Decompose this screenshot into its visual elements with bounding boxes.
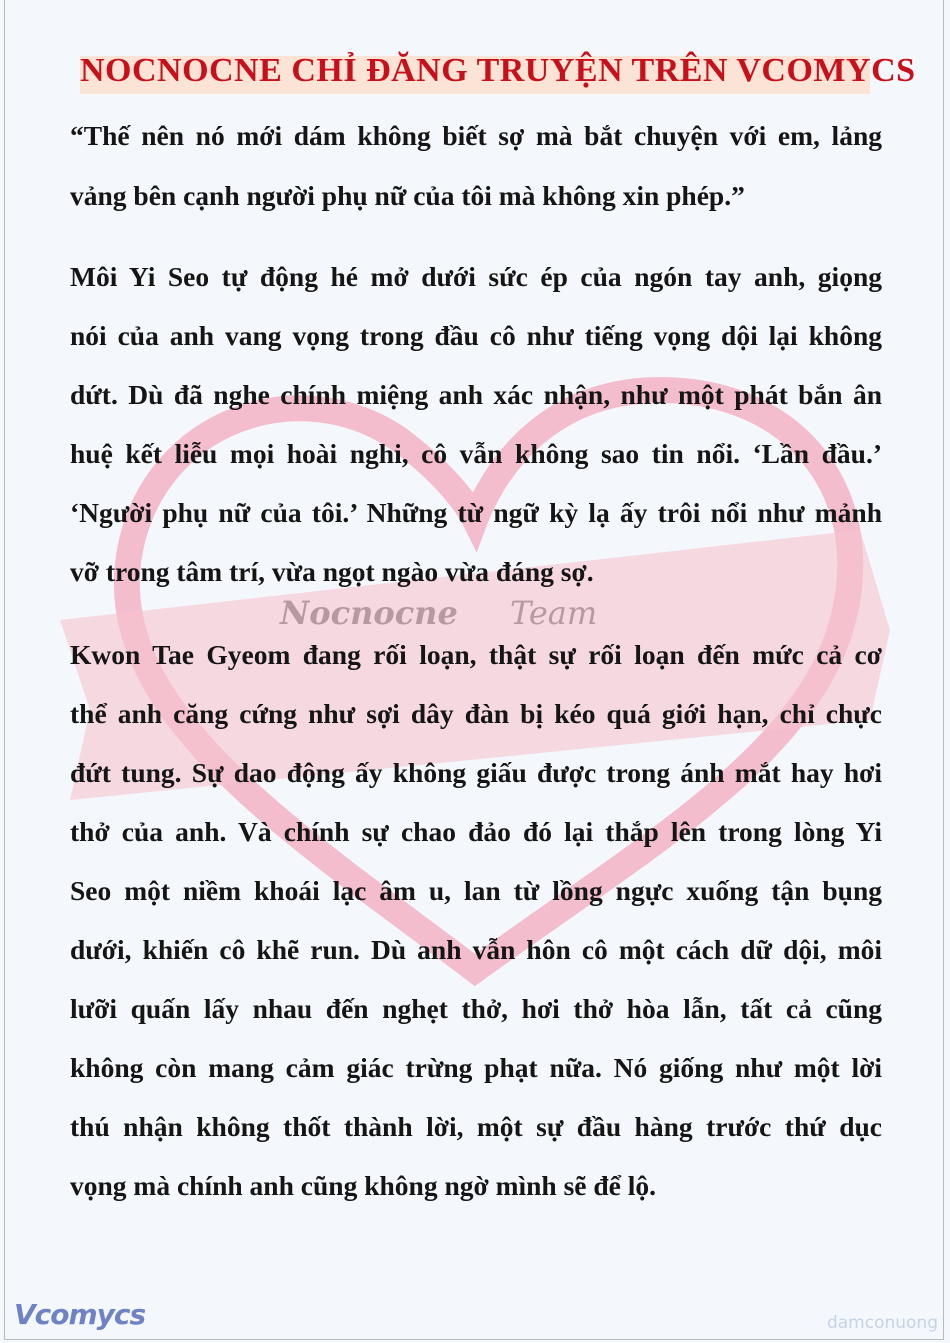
text-line: Môi Yi Seo tự động hé mở dưới sức ép của ngón tay anh, giọng xyxy=(70,261,882,292)
text-line: thú nhận không thốt thành lời, một sự đầu hàng trước thứ dục xyxy=(70,1111,882,1142)
vcomycs-logo: Vcomycs xyxy=(14,1298,146,1331)
text-line: đứt tung. Sự dao động ấy không giấu được trong ánh mắt hay hơi xyxy=(70,757,882,788)
text-line: vỡ trong tâm trí, vừa ngọt ngào vừa đáng sợ. xyxy=(70,556,594,587)
text-line: Kwon Tae Gyeom đang rối loạn, thật sự rối loạn đến mức cả cơ xyxy=(70,639,882,670)
text-line: thể anh căng cứng như sợi dây đàn bị kéo quá giới hạn, chỉ chực xyxy=(70,698,882,729)
watermark-nocnocne: Nocnocne xyxy=(280,594,458,632)
text-line: lưỡi quấn lấy nhau đến nghẹt thở, hơi thở hòa lẫn, tất cả cũng xyxy=(70,993,882,1024)
text-line: nói của anh vang vọng trong đầu cô như tiếng vọng dội lại không xyxy=(70,320,882,351)
text-line: dứt. Dù đã nghe chính miệng anh xác nhận, như một phát bắn ân xyxy=(70,379,882,410)
text-line: không còn mang cảm giác trừng phạt nữa. Nó giống như một lời xyxy=(70,1052,882,1083)
text-line: “Thế nên nó mới dám không biết sợ mà bắt chuyện với em, lảng xyxy=(70,120,882,151)
text-line: thở của anh. Và chính sự chao đảo đó lại thắp lên trong lòng Yi xyxy=(70,816,882,847)
damconuong-watermark: damconuong xyxy=(826,1313,938,1333)
text-line: Seo một niềm khoái lạc âm u, lan từ lồng ngực xuống tận bụng xyxy=(70,875,882,906)
text-line: dưới, khiến cô khẽ run. Dù anh vẫn hôn cô một cách dữ dội, môi xyxy=(70,934,882,965)
banner-title: NOCNOCNE CHỈ ĐĂNG TRUYỆN TRÊN VCOMYCS xyxy=(80,52,916,89)
text-line: vọng mà chính anh cũng không ngờ mình sẽ để lộ. xyxy=(70,1170,657,1201)
text-line: huệ kết liễu mọi hoài nghi, cô vẫn không sao tin nổi. ‘Lần đầu.’ xyxy=(70,438,882,469)
watermark-team: Team xyxy=(510,594,598,632)
text-line: ‘Người phụ nữ của tôi.’ Những từ ngữ kỳ lạ ấy trôi nổi như mảnh xyxy=(70,497,882,528)
text-line: vảng bên cạnh người phụ nữ của tôi mà không xin phép.” xyxy=(70,180,745,211)
